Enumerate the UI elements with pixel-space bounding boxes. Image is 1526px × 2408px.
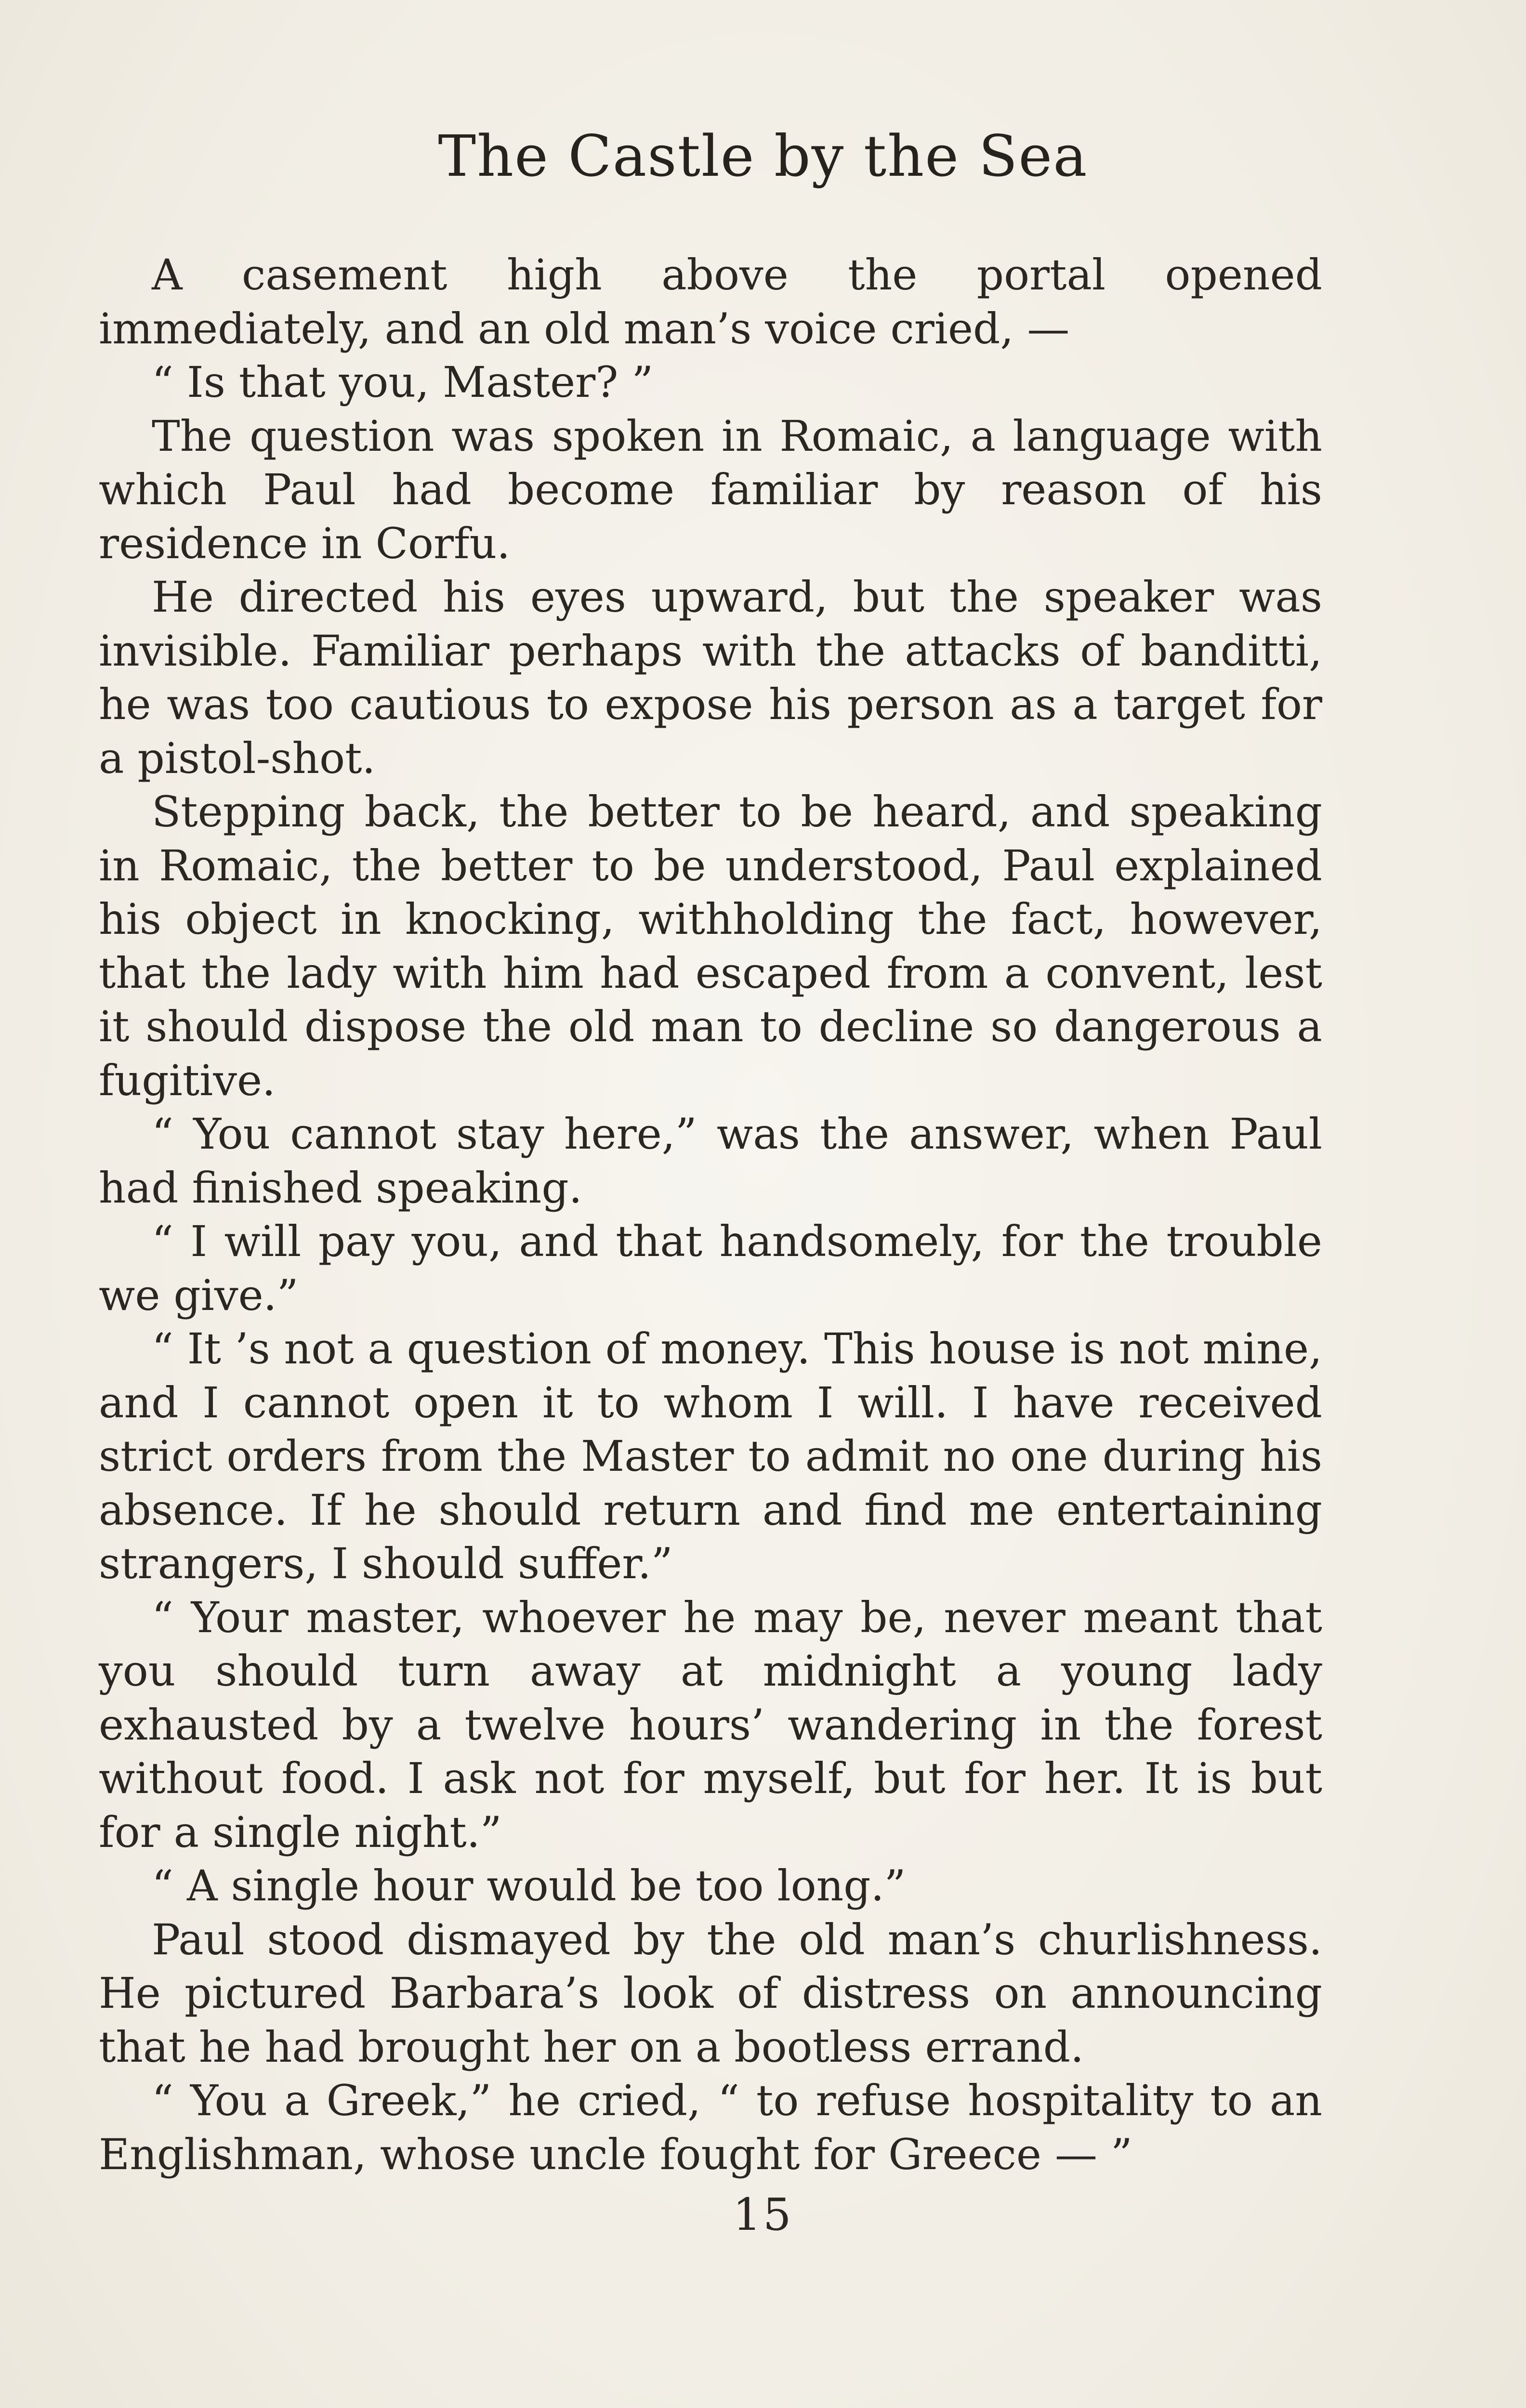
paragraph: He directed his eyes upward, but the speaker was invisible. Familiar perhaps with the attacks of banditti, he was too cautious to expose his person as a target for a pistol-shot. [99, 572, 1322, 783]
paragraph: “ Is that you, Master? ” [152, 357, 654, 407]
paragraph: “ You a Greek,” he cried, “ to refuse hospitality to an Englishman, whose uncle fought for Greece — ” [99, 2076, 1322, 2179]
paragraph: “ A single hour would be too long.” [152, 1861, 906, 1911]
paragraph: “ I will pay you, and that handsomely, for the trouble we give.” [99, 1217, 1322, 1320]
paragraph: “ You cannot stay here,” was the answer, when Paul had finished speaking. [99, 1109, 1322, 1213]
paragraph: Paul stood dismayed by the old man’s churlishness. He pictured Barbara’s look of distress on announcing that he had brought her on a bootless errand. [99, 1914, 1322, 2072]
page-number: 15 [733, 2189, 793, 2240]
body-text [99, 248, 1322, 2181]
paragraph: Stepping back, the better to be heard, and speaking in Romaic, the better to be understood, Paul explained his object in knocking, withholding the fact, however, that the lady with him had escaped from a convent, lest it should dispose the old man to decline so dangerous a fugitive. [99, 787, 1322, 1105]
paragraph: “ It ’s not a question of money. This house is not mine, and I cannot open it to whom I will. I have received strict orders from the Master to admit no one during his absence. If he should return and find me entertaining strangers, I should suffer.” [99, 1324, 1322, 1588]
paragraph: A casement high above the portal opened immediately, and an old man’s voice cried, — [99, 250, 1322, 353]
paragraph: “ Your master, whoever he may be, never meant that you should turn away at midnight a young lady exhausted by a twelve hours’ wandering in the forest without food. I ask not for myself, but for her. It is but for a single night.” [99, 1592, 1322, 1857]
paragraph: The question was spoken in Romaic, a language with which Paul had become familiar by reason of his residence in Corfu. [99, 411, 1322, 568]
running-head: The Castle by the Sea [438, 123, 1088, 189]
